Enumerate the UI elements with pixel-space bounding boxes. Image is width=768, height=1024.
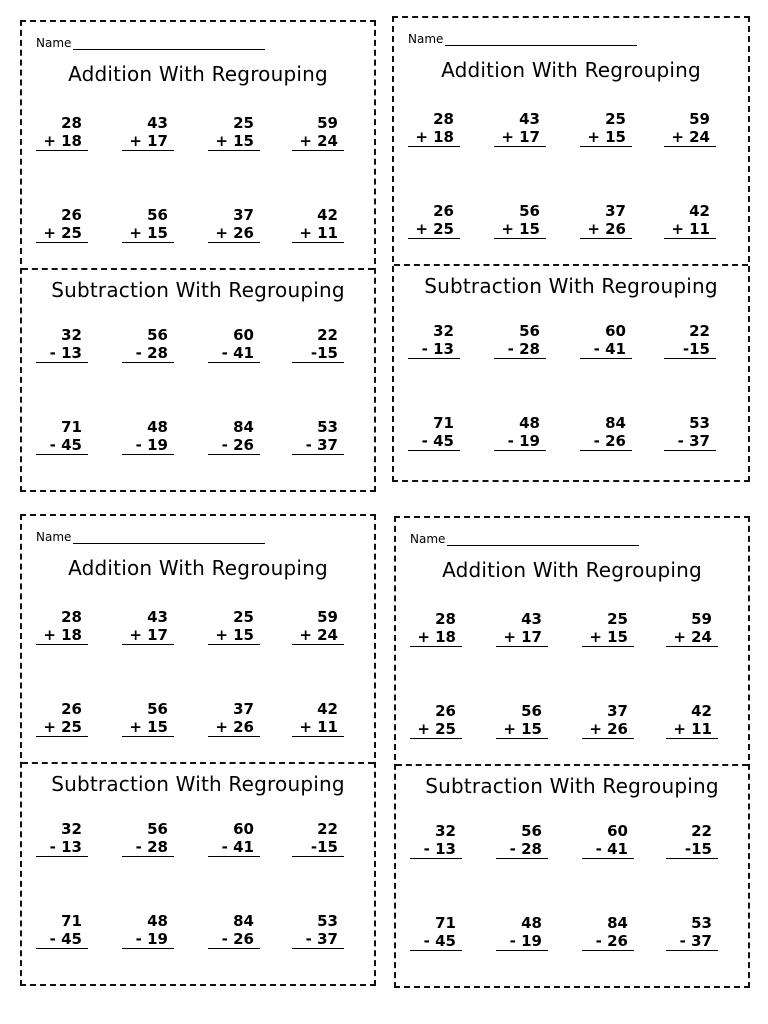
addition-problem: [496, 610, 548, 647]
addition-top-number: 26: [435, 702, 456, 720]
subtraction-problem: [582, 822, 634, 859]
subtraction-problem: [208, 820, 260, 857]
addition-bottom-number: + 15: [122, 718, 174, 737]
subtraction-top-number: 84: [233, 418, 254, 436]
subtraction-problem: [36, 418, 88, 455]
addition-top-number: 25: [605, 110, 626, 128]
subtraction-problem: [208, 418, 260, 455]
subtraction-top-number: 32: [61, 326, 82, 344]
name-label: Name: [410, 532, 446, 546]
subtraction-top-number: 84: [607, 914, 628, 932]
subtraction-bottom-number: - 37: [664, 432, 716, 451]
addition-top-number: 42: [317, 206, 338, 224]
subtraction-problem: [122, 820, 174, 857]
subtraction-problem: [208, 326, 260, 363]
addition-problem: [36, 206, 88, 243]
addition-problem: [122, 608, 174, 645]
section-divider: [22, 268, 374, 270]
subtraction-problem: [292, 912, 344, 949]
addition-problem: [36, 114, 88, 151]
addition-top-number: 43: [521, 610, 542, 628]
addition-bottom-number: + 26: [208, 718, 260, 737]
subtraction-problem: [494, 322, 546, 359]
addition-bottom-number: + 11: [292, 718, 344, 737]
addition-bottom-number: + 24: [292, 626, 344, 645]
subtraction-top-number: 22: [691, 822, 712, 840]
subtraction-top-number: 56: [147, 820, 168, 838]
subtraction-problem: [666, 914, 718, 951]
subtraction-problem: [496, 822, 548, 859]
addition-problem: [292, 206, 344, 243]
subtraction-problem: [410, 822, 462, 859]
addition-top-number: 42: [317, 700, 338, 718]
subtraction-top-number: 32: [435, 822, 456, 840]
subtraction-top-number: 56: [147, 326, 168, 344]
subtraction-top-number: 53: [317, 418, 338, 436]
subtraction-top-number: 60: [233, 326, 254, 344]
addition-top-number: 37: [607, 702, 628, 720]
subtraction-top-number: 48: [147, 912, 168, 930]
name-blank-line[interactable]: [73, 531, 265, 544]
subtraction-problem: [36, 326, 88, 363]
subtraction-problem: [666, 822, 718, 859]
name-blank-line[interactable]: [445, 33, 637, 46]
subtraction-top-number: 84: [233, 912, 254, 930]
addition-problem: [36, 700, 88, 737]
addition-top-number: 59: [317, 114, 338, 132]
subtraction-problem: [292, 820, 344, 857]
addition-problem: [580, 202, 632, 239]
addition-bottom-number: + 11: [666, 720, 718, 739]
addition-problem: [122, 206, 174, 243]
addition-problem: [664, 202, 716, 239]
addition-problem: [580, 110, 632, 147]
worksheet-card-4: [394, 516, 750, 988]
subtraction-problem: [664, 414, 716, 451]
addition-problem: [208, 608, 260, 645]
addition-bottom-number: + 17: [122, 626, 174, 645]
subtraction-problem: [664, 322, 716, 359]
addition-top-number: 56: [147, 700, 168, 718]
subtraction-top-number: 71: [435, 914, 456, 932]
addition-top-number: 26: [433, 202, 454, 220]
addition-title: Addition With Regrouping: [442, 558, 702, 582]
subtraction-top-number: 56: [521, 822, 542, 840]
subtraction-problem: [580, 414, 632, 451]
subtraction-title: Subtraction With Regrouping: [425, 774, 719, 798]
addition-bottom-number: + 26: [580, 220, 632, 239]
subtraction-bottom-number: - 26: [582, 932, 634, 951]
addition-bottom-number: + 18: [408, 128, 460, 147]
addition-bottom-number: + 24: [292, 132, 344, 151]
name-blank-line[interactable]: [73, 37, 265, 50]
name-field[interactable]: [36, 530, 265, 544]
subtraction-bottom-number: -15: [666, 840, 718, 859]
subtraction-title: Subtraction With Regrouping: [51, 772, 345, 796]
subtraction-top-number: 71: [61, 912, 82, 930]
subtraction-bottom-number: - 19: [494, 432, 546, 451]
subtraction-problem: [408, 322, 460, 359]
addition-top-number: 25: [233, 114, 254, 132]
subtraction-bottom-number: - 37: [292, 930, 344, 949]
subtraction-top-number: 53: [691, 914, 712, 932]
subtraction-bottom-number: - 13: [36, 838, 88, 857]
subtraction-top-number: 60: [233, 820, 254, 838]
section-divider: [394, 264, 748, 266]
name-field[interactable]: [410, 532, 639, 546]
addition-bottom-number: + 11: [292, 224, 344, 243]
name-label: Name: [36, 530, 72, 544]
subtraction-bottom-number: - 45: [408, 432, 460, 451]
subtraction-bottom-number: -15: [292, 344, 344, 363]
addition-bottom-number: + 15: [494, 220, 546, 239]
addition-problem: [122, 114, 174, 151]
subtraction-bottom-number: - 45: [410, 932, 462, 951]
addition-bottom-number: + 26: [208, 224, 260, 243]
subtraction-bottom-number: - 41: [208, 344, 260, 363]
subtraction-top-number: 48: [147, 418, 168, 436]
addition-top-number: 59: [317, 608, 338, 626]
subtraction-bottom-number: - 26: [208, 436, 260, 455]
addition-bottom-number: + 24: [666, 628, 718, 647]
addition-title: Addition With Regrouping: [68, 62, 328, 86]
addition-bottom-number: + 15: [496, 720, 548, 739]
subtraction-bottom-number: - 13: [410, 840, 462, 859]
addition-top-number: 56: [521, 702, 542, 720]
subtraction-top-number: 32: [433, 322, 454, 340]
addition-top-number: 42: [689, 202, 710, 220]
subtraction-bottom-number: - 26: [208, 930, 260, 949]
addition-top-number: 43: [147, 114, 168, 132]
subtraction-top-number: 22: [317, 326, 338, 344]
subtraction-bottom-number: - 13: [36, 344, 88, 363]
subtraction-top-number: 48: [519, 414, 540, 432]
subtraction-top-number: 22: [317, 820, 338, 838]
subtraction-top-number: 48: [521, 914, 542, 932]
addition-top-number: 26: [61, 206, 82, 224]
addition-title: Addition With Regrouping: [441, 58, 701, 82]
addition-problem: [208, 700, 260, 737]
name-field[interactable]: [408, 32, 637, 46]
subtraction-bottom-number: - 28: [494, 340, 546, 359]
subtraction-problem: [292, 326, 344, 363]
addition-problem: [292, 114, 344, 151]
subtraction-problem: [410, 914, 462, 951]
subtraction-top-number: 22: [689, 322, 710, 340]
subtraction-bottom-number: -15: [664, 340, 716, 359]
addition-bottom-number: + 25: [36, 224, 88, 243]
subtraction-top-number: 60: [607, 822, 628, 840]
addition-problem: [664, 110, 716, 147]
subtraction-title: Subtraction With Regrouping: [51, 278, 345, 302]
addition-bottom-number: + 15: [208, 626, 260, 645]
addition-top-number: 37: [605, 202, 626, 220]
worksheet-card-3: [20, 514, 376, 986]
subtraction-bottom-number: - 41: [582, 840, 634, 859]
subtraction-bottom-number: - 45: [36, 930, 88, 949]
section-divider: [396, 764, 748, 766]
subtraction-top-number: 53: [689, 414, 710, 432]
addition-problem: [408, 202, 460, 239]
addition-top-number: 37: [233, 206, 254, 224]
name-blank-line[interactable]: [447, 533, 639, 546]
subtraction-bottom-number: -15: [292, 838, 344, 857]
addition-bottom-number: + 17: [494, 128, 546, 147]
addition-top-number: 43: [519, 110, 540, 128]
addition-bottom-number: + 15: [580, 128, 632, 147]
addition-top-number: 59: [691, 610, 712, 628]
subtraction-top-number: 84: [605, 414, 626, 432]
subtraction-top-number: 32: [61, 820, 82, 838]
addition-bottom-number: + 11: [664, 220, 716, 239]
subtraction-problem: [122, 912, 174, 949]
subtraction-bottom-number: - 28: [122, 344, 174, 363]
subtraction-problem: [580, 322, 632, 359]
addition-top-number: 28: [433, 110, 454, 128]
subtraction-top-number: 56: [519, 322, 540, 340]
addition-problem: [496, 702, 548, 739]
addition-problem: [666, 702, 718, 739]
addition-bottom-number: + 25: [36, 718, 88, 737]
addition-problem: [36, 608, 88, 645]
addition-top-number: 56: [519, 202, 540, 220]
subtraction-bottom-number: - 19: [496, 932, 548, 951]
addition-problem: [410, 702, 462, 739]
addition-top-number: 37: [233, 700, 254, 718]
subtraction-problem: [36, 912, 88, 949]
subtraction-title: Subtraction With Regrouping: [424, 274, 718, 298]
subtraction-bottom-number: - 28: [496, 840, 548, 859]
addition-problem: [494, 110, 546, 147]
addition-bottom-number: + 15: [122, 224, 174, 243]
subtraction-bottom-number: - 37: [666, 932, 718, 951]
name-label: Name: [408, 32, 444, 46]
section-divider: [22, 762, 374, 764]
addition-bottom-number: + 17: [496, 628, 548, 647]
subtraction-problem: [208, 912, 260, 949]
subtraction-bottom-number: - 37: [292, 436, 344, 455]
subtraction-problem: [122, 418, 174, 455]
subtraction-bottom-number: - 45: [36, 436, 88, 455]
subtraction-top-number: 71: [61, 418, 82, 436]
addition-bottom-number: + 18: [36, 626, 88, 645]
addition-bottom-number: + 26: [582, 720, 634, 739]
addition-bottom-number: + 15: [582, 628, 634, 647]
subtraction-problem: [122, 326, 174, 363]
addition-top-number: 25: [607, 610, 628, 628]
addition-top-number: 26: [61, 700, 82, 718]
addition-top-number: 42: [691, 702, 712, 720]
subtraction-bottom-number: - 28: [122, 838, 174, 857]
addition-top-number: 25: [233, 608, 254, 626]
addition-problem: [292, 608, 344, 645]
addition-bottom-number: + 17: [122, 132, 174, 151]
addition-problem: [494, 202, 546, 239]
addition-problem: [410, 610, 462, 647]
addition-top-number: 28: [61, 114, 82, 132]
addition-problem: [408, 110, 460, 147]
addition-top-number: 59: [689, 110, 710, 128]
subtraction-bottom-number: - 19: [122, 930, 174, 949]
addition-bottom-number: + 25: [408, 220, 460, 239]
subtraction-top-number: 53: [317, 912, 338, 930]
subtraction-problem: [494, 414, 546, 451]
addition-top-number: 28: [61, 608, 82, 626]
addition-top-number: 28: [435, 610, 456, 628]
subtraction-problem: [292, 418, 344, 455]
addition-problem: [582, 702, 634, 739]
subtraction-bottom-number: - 26: [580, 432, 632, 451]
addition-bottom-number: + 25: [410, 720, 462, 739]
worksheet-card-2: [392, 16, 750, 482]
addition-problem: [292, 700, 344, 737]
addition-problem: [666, 610, 718, 647]
addition-bottom-number: + 24: [664, 128, 716, 147]
worksheet-card-1: [20, 20, 376, 492]
subtraction-bottom-number: - 13: [408, 340, 460, 359]
addition-bottom-number: + 18: [410, 628, 462, 647]
name-label: Name: [36, 36, 72, 50]
subtraction-top-number: 71: [433, 414, 454, 432]
subtraction-bottom-number: - 41: [208, 838, 260, 857]
addition-bottom-number: + 15: [208, 132, 260, 151]
subtraction-problem: [496, 914, 548, 951]
subtraction-problem: [408, 414, 460, 451]
addition-top-number: 43: [147, 608, 168, 626]
subtraction-top-number: 60: [605, 322, 626, 340]
subtraction-bottom-number: - 41: [580, 340, 632, 359]
addition-problem: [208, 206, 260, 243]
addition-problem: [122, 700, 174, 737]
name-field[interactable]: [36, 36, 265, 50]
addition-top-number: 56: [147, 206, 168, 224]
subtraction-problem: [582, 914, 634, 951]
addition-title: Addition With Regrouping: [68, 556, 328, 580]
addition-problem: [582, 610, 634, 647]
addition-bottom-number: + 18: [36, 132, 88, 151]
addition-problem: [208, 114, 260, 151]
subtraction-problem: [36, 820, 88, 857]
subtraction-bottom-number: - 19: [122, 436, 174, 455]
